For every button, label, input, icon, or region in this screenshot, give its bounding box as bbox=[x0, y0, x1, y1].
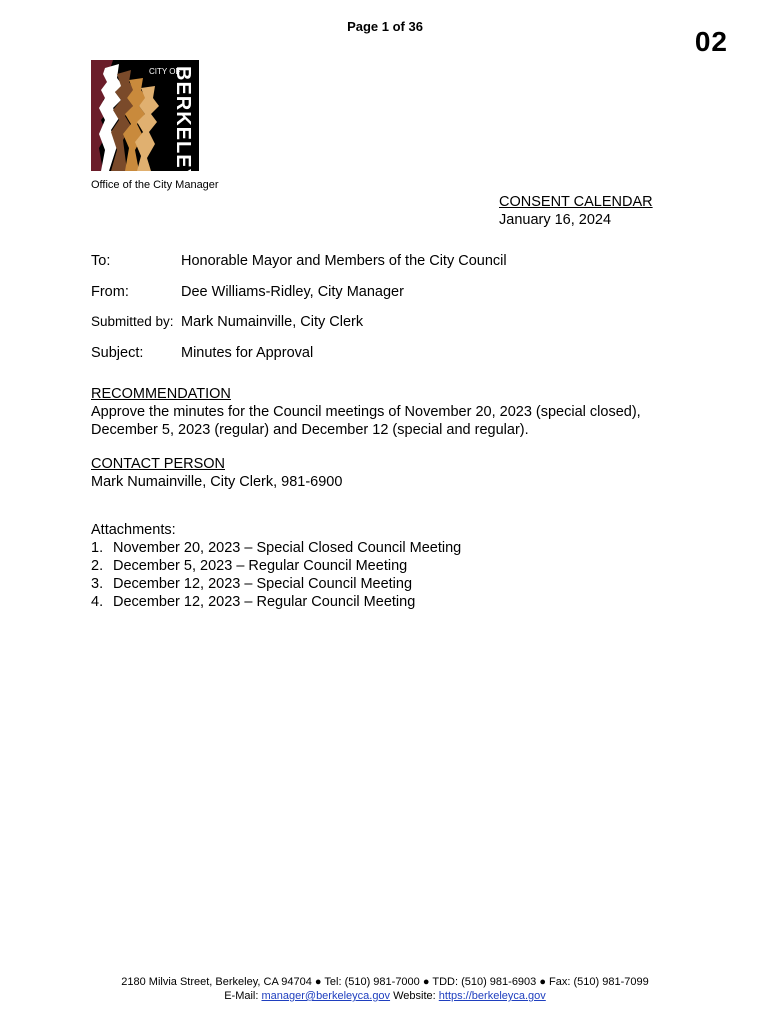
attachment-item bbox=[91, 593, 691, 611]
recommendation-section bbox=[91, 385, 691, 439]
attachment-number: 4. bbox=[91, 594, 104, 610]
to-label: To: bbox=[91, 253, 111, 269]
attachment-text: December 12, 2023 – Special Council Meeting bbox=[113, 576, 413, 592]
page-number: Page 1 of 36 bbox=[347, 19, 423, 34]
website-label: Website: bbox=[393, 990, 436, 1002]
recommendation-heading: RECOMMENDATION bbox=[91, 386, 231, 402]
footer bbox=[0, 975, 770, 1003]
from-value: Dee Williams-Ridley, City Manager bbox=[181, 284, 404, 300]
website-link[interactable]: https://berkeleyca.gov bbox=[438, 990, 546, 1002]
attachments-list bbox=[91, 539, 691, 611]
memo-from-row bbox=[91, 284, 404, 300]
attachments-section bbox=[91, 521, 691, 611]
attachment-number: 2. bbox=[91, 558, 104, 574]
attachment-number: 1. bbox=[91, 540, 104, 556]
email-label: E-Mail: bbox=[224, 990, 259, 1002]
attachments-heading: Attachments: bbox=[91, 522, 176, 538]
footer-address: 2180 Milvia Street, Berkeley, CA 94704 ● Tel: (510) 981-7000 ● TDD: (510) 981-6903 ● Fax: (510) 981-7099 bbox=[121, 976, 649, 988]
agenda-item-number: 02 bbox=[694, 26, 728, 57]
subject-label: Subject: bbox=[91, 345, 144, 361]
memo-submitted-row bbox=[91, 314, 363, 330]
city-of-berkeley-logo bbox=[91, 60, 199, 171]
memo-subject-row bbox=[91, 345, 313, 361]
attachment-text: December 12, 2023 – Regular Council Meeting bbox=[113, 594, 416, 610]
attachment-text: December 5, 2023 – Regular Council Meeting bbox=[113, 558, 408, 574]
recommendation-line-1: Approve the minutes for the Council meetings of November 20, 2023 (special closed), bbox=[91, 404, 641, 420]
attachment-item bbox=[91, 557, 691, 575]
email-link[interactable]: manager@berkeleyca.gov bbox=[261, 990, 391, 1002]
recommendation-line-2: December 5, 2023 (regular) and December 12 (special and regular). bbox=[91, 422, 529, 438]
contact-text: Mark Numainville, City Clerk, 981-6900 bbox=[91, 474, 343, 490]
logo-berkeley-text: BERKELEY bbox=[172, 66, 194, 171]
to-value: Honorable Mayor and Members of the City Council bbox=[181, 253, 507, 269]
calendar-title: CONSENT CALENDAR bbox=[499, 194, 653, 210]
subject-value: Minutes for Approval bbox=[181, 345, 314, 361]
memo-to-row bbox=[91, 253, 507, 269]
consent-calendar-block bbox=[499, 193, 653, 229]
office-name: Office of the City Manager bbox=[91, 179, 219, 191]
footer-contact-line bbox=[0, 989, 770, 1003]
logo-city-of-text: CITY OF bbox=[149, 67, 181, 76]
contact-section bbox=[91, 455, 691, 491]
attachment-text: November 20, 2023 – Special Closed Council Meeting bbox=[113, 540, 462, 556]
submitted-value: Mark Numainville, City Clerk bbox=[181, 314, 364, 330]
attachment-item bbox=[91, 539, 691, 557]
calendar-date: January 16, 2024 bbox=[499, 212, 612, 228]
from-label: From: bbox=[91, 284, 129, 300]
attachment-number: 3. bbox=[91, 576, 104, 592]
attachment-item bbox=[91, 575, 691, 593]
contact-heading: CONTACT PERSON bbox=[91, 456, 226, 472]
submitted-label: Submitted by: bbox=[91, 314, 174, 329]
